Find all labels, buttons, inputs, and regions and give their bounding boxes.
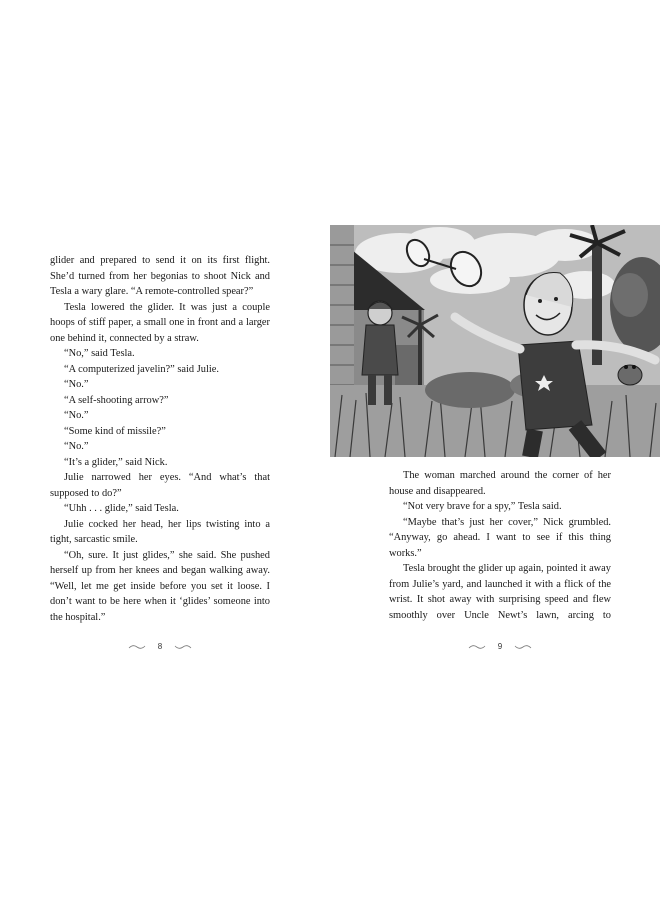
paragraph: “A computerized javelin?” said Julie. [64, 363, 219, 375]
folio-right-ornament-icon [514, 644, 532, 650]
paragraph: “Not very brave for a spy,” Tesla said. [403, 501, 562, 512]
page-number-label: 9 [497, 642, 503, 651]
paragraph: glider and prepared to send it on its first flight. She’d turned from her begonias to shoot Nick and Tesla a wary glare. “A remote-controlled spear?” [50, 255, 270, 297]
paragraph: “A self-shooting arrow?” [64, 394, 169, 406]
folio-left-ornament-icon [468, 644, 486, 650]
small-animal-figure [618, 365, 642, 385]
right-page-text [389, 468, 611, 623]
story-illustration [330, 225, 660, 457]
paragraph: Tesla lowered the glider. It was just a couple hoops of stiff paper, a small one in front and a larger one behind it, connected by a straw. [50, 301, 270, 344]
paragraph: Julie narrowed her eyes. “And what’s that supposed to do?” [50, 472, 270, 499]
page-number-9 [470, 641, 530, 653]
paragraph: Tesla brought the glider up again, pointed it away from Julie’s yard, and launched it with a flick of the wrist. It shot away with surprising speed and flew smoothly over Uncle Newt’s lawn, arcing to [389, 563, 611, 621]
paragraph: “Maybe that’s just her cover,” Nick grumbled. “Anyway, go ahead. I want to see if this thing works.” [389, 516, 611, 559]
page-number-8 [130, 641, 190, 653]
paragraph: “No,” said Tesla. [64, 348, 135, 359]
paragraph: “Some kind of missile?” [64, 425, 166, 437]
illustration-drawing [330, 225, 660, 457]
folio-left-ornament-icon [128, 644, 146, 650]
bushes [425, 372, 515, 408]
page-number-label: 8 [157, 642, 163, 651]
paragraph: “Oh, sure. It just glides,” she said. She pushed herself up from her knees and began walking away. “Well, let me get inside before you set it loose. I don’t want to be here when it ‘glides’ someone into the hospital.” [50, 549, 270, 623]
left-page-text [50, 253, 270, 625]
paragraph: The woman marched around the corner of her house and disappeared. [389, 470, 611, 497]
paragraph: “Uhh . . . glide,” said Tesla. [64, 503, 179, 514]
paragraph: Julie cocked her head, her lips twisting into a tight, sarcastic smile. [50, 518, 270, 545]
paragraph: “No.” [64, 379, 89, 390]
paragraph: “No.” [64, 441, 89, 452]
folio-right-ornament-icon [174, 644, 192, 650]
paragraph: “It’s a glider,” said Nick. [64, 456, 168, 468]
paragraph: “No.” [64, 410, 89, 421]
